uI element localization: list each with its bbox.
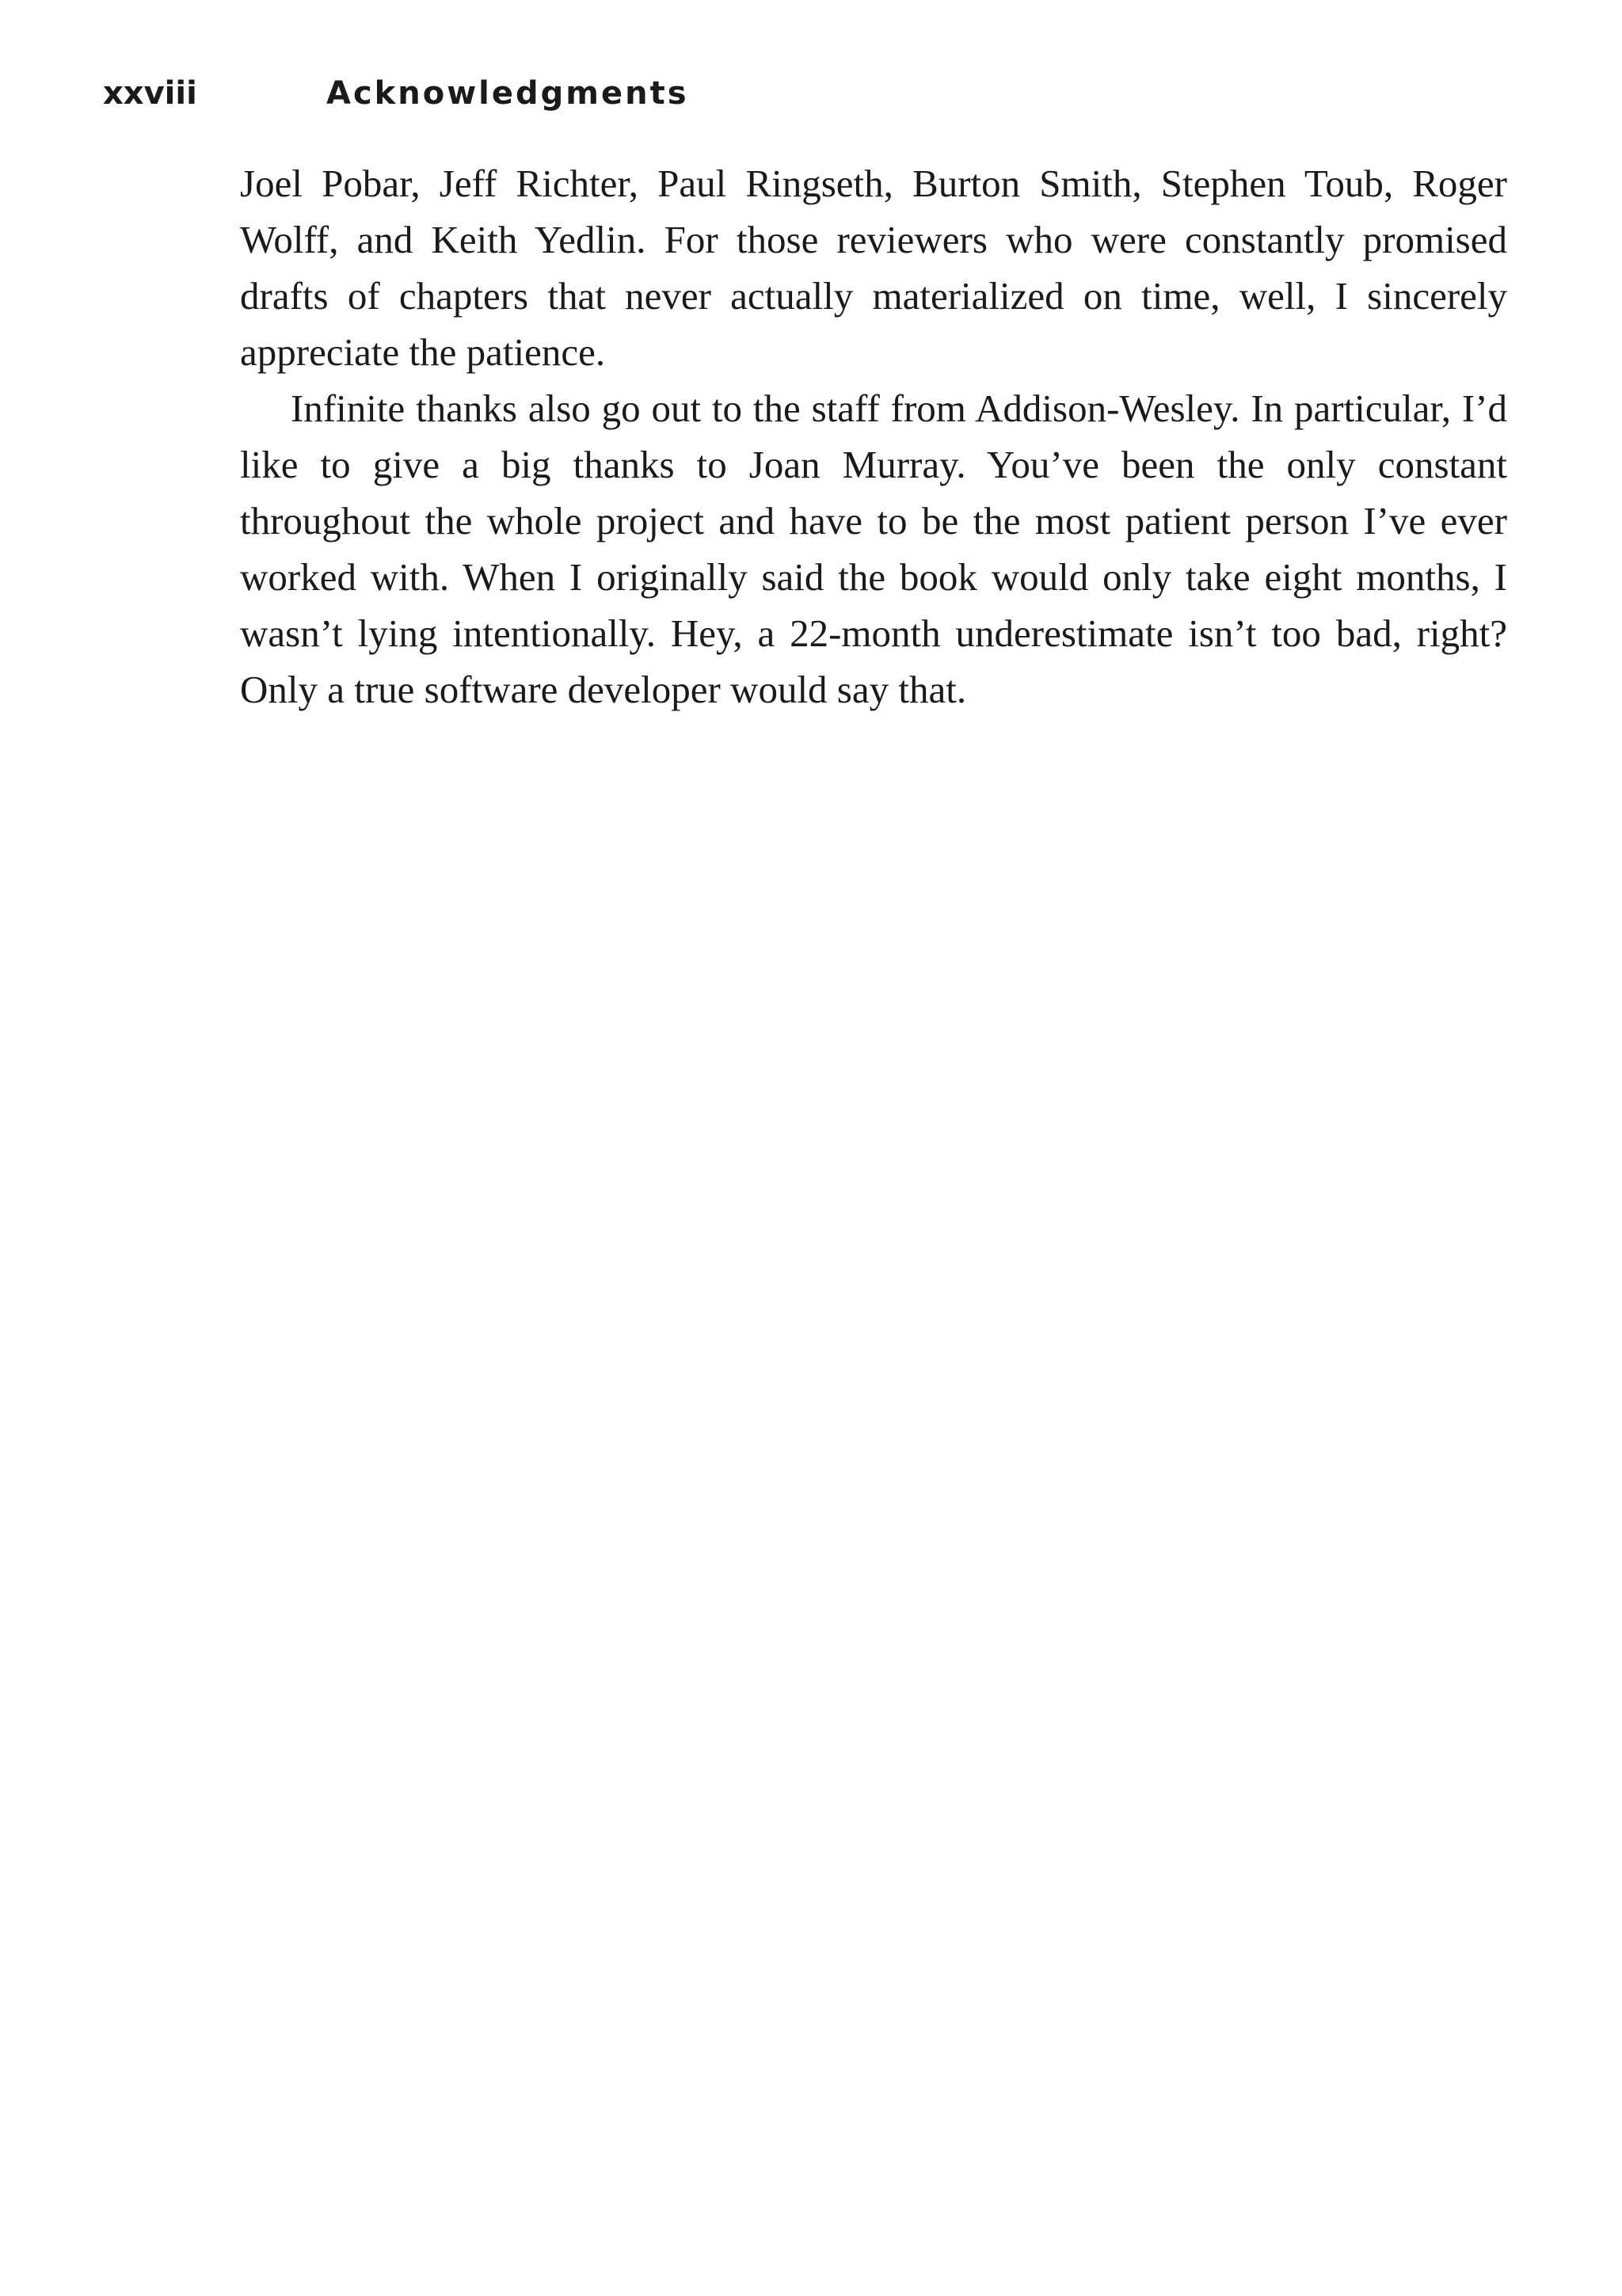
paragraph: Joel Pobar, Jeff Richter, Paul Ringseth, Burton Smith, Stephen Toub, Roger Wolff, and Keith Yedlin. For those reviewers who were constantly promised drafts of chapters that never actually materialized on time, well, I sincerely appreciate the patience. xyxy=(240,162,1507,374)
page-number: xxviii xyxy=(103,75,197,112)
section-title: Acknowledgments xyxy=(326,75,689,112)
running-head xyxy=(103,73,689,114)
paragraph: Infinite thanks also go out to the staff from Addison-Wesley. In particular, I’d like to give a big thanks to Joan Murray. You’ve been the only constant throughout the whole project and have to be the most patient person I’ve ever worked with. When I originally said the book would only take eight months, I wasn’t lying intentionally. Hey, a 22-month underestimate isn’t too bad, right? Only a true software developer would say that. xyxy=(240,386,1507,711)
body-text xyxy=(240,155,1507,718)
